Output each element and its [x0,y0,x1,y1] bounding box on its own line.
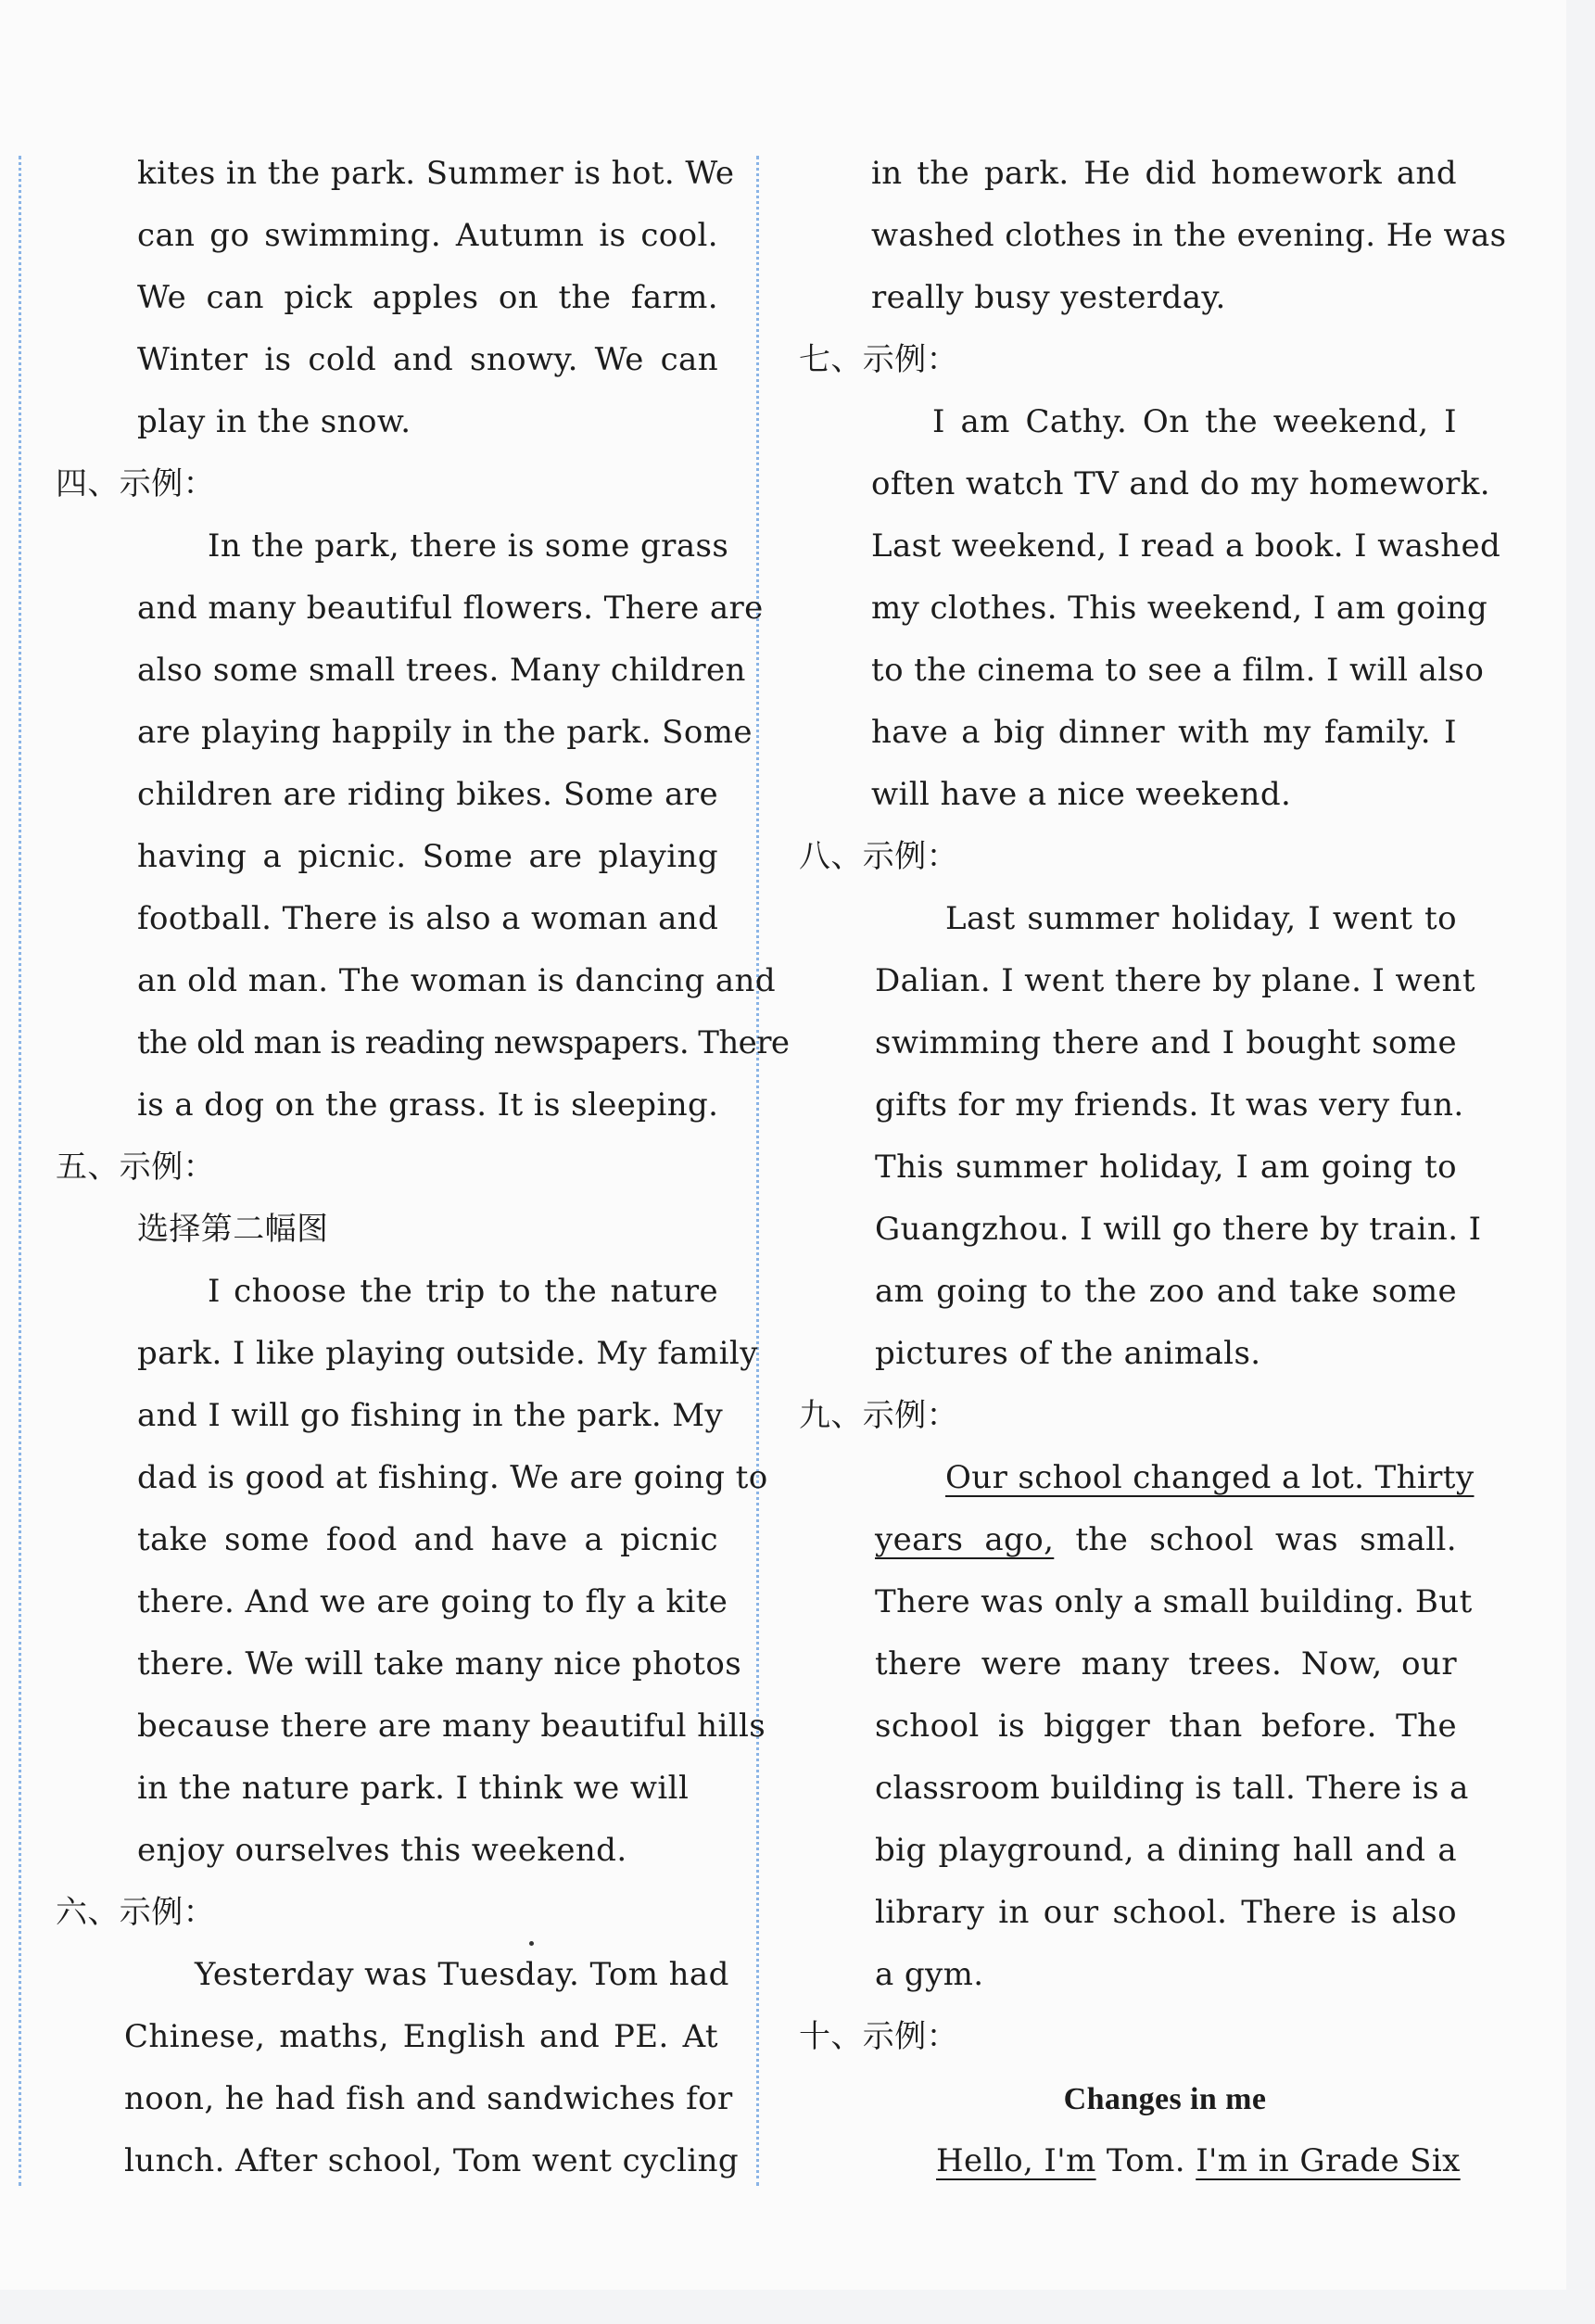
text-line [799,2130,1461,2192]
text-line: having a picnic. Some are playing [137,838,718,875]
text-line: This summer holiday, I am going to [875,1149,1457,1186]
text-line: big playground, a dining hall and a [875,1832,1457,1869]
text-line: Guangzhou. I will go there by train. I [875,1211,1482,1248]
text-line: swimming there and I bought some [875,1024,1457,1061]
text-line: there were many trees. Now, our [875,1645,1457,1683]
text-line: washed clothes in the evening. He was [871,217,1507,254]
section-7-heading: 七、示例： [799,341,958,378]
text-line: there. We will take many nice photos [137,1645,742,1683]
text-line: often watch TV and do my homework. [871,465,1490,502]
underlined-phrase: I'm in Grade Six [1196,2142,1461,2179]
composition-title: Changes in me [1063,2082,1267,2116]
text-line: an old man. The woman is dancing and [137,962,776,999]
text-line [799,1509,1457,1571]
text-line: I am Cathy. On the weekend, I [932,403,1457,440]
text-line: Dalian. I went there by plane. I went [875,962,1475,999]
text-line: Chinese, maths, English and PE. At [124,2018,718,2055]
section-5-choice: 选择第二幅图 [137,1211,329,1248]
text-line: will have a nice weekend. [871,776,1292,813]
text-line: gifts for my friends. It was very fun. [875,1086,1464,1124]
text-line: park. I like playing outside. My family [137,1335,758,1372]
text-line: In the park, there is some grass [208,527,729,565]
text-line: noon, he had fish and sandwiches for [124,2080,733,2117]
text-line: and I will go fishing in the park. My [137,1397,724,1434]
text-line: the old man is reading newspapers. There [137,1024,790,1061]
text-line: Yesterday was Tuesday. Tom had [195,1956,729,1993]
section-4-heading: 四、示例： [56,465,215,502]
text-line: a gym. [875,1956,984,1993]
text-line: I choose the trip to the nature [208,1273,718,1310]
text-line: children are riding bikes. Some are [137,776,718,813]
text-line: Last weekend, I read a book. I washed [871,527,1501,565]
text-line: play in the snow. [137,403,411,440]
text-line: and many beautiful flowers. There are [137,590,764,627]
text-line: lunch. After school, Tom went cycling [124,2142,740,2179]
text-line: classroom building is tall. There is a [875,1770,1469,1807]
section-6-heading: 六、示例： [56,1894,215,1931]
text-line: to the cinema to see a film. I will also [871,652,1485,689]
text-line: football. There is also a woman and [137,900,719,937]
text-line: also some small trees. Many children [137,652,746,689]
text-line: school is bigger than before. The [875,1708,1457,1745]
text-line: Winter is cold and snowy. We can [137,341,718,378]
right-column [799,143,1507,2192]
text-line: kites in the park. Summer is hot. We [137,155,735,192]
text-line: in the park. He did homework and [871,155,1457,192]
text-line: dad is good at fishing. We are going to [137,1459,768,1496]
text-line: in the nature park. I think we will [137,1770,690,1807]
text-line: am going to the zoo and take some [875,1273,1457,1310]
left-column [56,143,790,2192]
underlined-phrase: years ago, [875,1521,1055,1558]
text-line: my clothes. This weekend, I am going [871,590,1488,627]
left-margin-rule [19,156,21,2186]
text-line: pictures of the animals. [875,1335,1261,1372]
text-line [799,1447,1475,1509]
ink-dot [529,1941,534,1946]
text-line: Last summer holiday, I went to [945,900,1457,937]
underlined-phrase: Hello, I'm [936,2142,1096,2179]
underlined-phrase: Our school changed a lot. Thirty [945,1459,1475,1496]
section-8-heading: 八、示例： [799,838,958,875]
text-fragment: Tom. [1095,2142,1196,2179]
text-fragment: the school was small. [1054,1521,1458,1558]
text-line: is a dog on the grass. It is sleeping. [137,1086,719,1124]
text-line: are playing happily in the park. Some [137,714,753,751]
text-line: really busy yesterday. [871,279,1226,316]
section-5-heading: 五、示例： [56,1149,215,1186]
text-line: can go swimming. Autumn is cool. [137,217,718,254]
text-line: We can pick apples on the farm. [137,279,718,316]
text-line: enjoy ourselves this weekend. [137,1832,627,1869]
text-line: there. And we are going to fly a kite [137,1583,728,1620]
text-line: There was only a small building. But [875,1583,1473,1620]
text-line: take some food and have a picnic [137,1521,718,1558]
text-line: have a big dinner with my family. I [871,714,1457,751]
center-column-rule [756,156,759,2186]
section-10-heading: 十、示例： [799,2018,958,2055]
text-line: because there are many beautiful hills [137,1708,766,1745]
section-9-heading: 九、示例： [799,1397,958,1434]
text-line: library in our school. There is also [875,1894,1457,1931]
